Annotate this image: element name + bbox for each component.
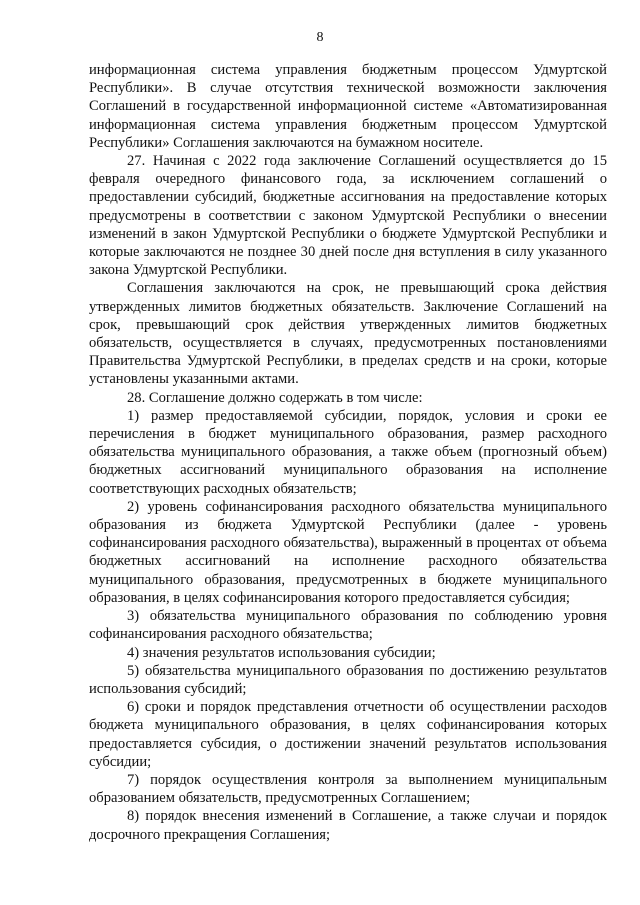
paragraph-28: 28. Соглашение должно содержать в том числе: xyxy=(127,389,423,406)
list-item-2: 2) уровень софинансирования расходного обязательства муниципального образования из бюджета Удмуртской Республики (далее - уровень софинансирования расходного обязательства), выраженный в процентах от объема бюджетных ассигнований на исполнение расходного обязательства муниципального образования, предусмотренных в бюджете муниципального образования, в целях софинансирования которого предоставляется субсидия; xyxy=(89,498,607,606)
list-item-5: 5) обязательства муниципального образования по достижению результатов использования субсидий; xyxy=(89,662,607,697)
list-item-7: 7) порядок осуществления контроля за выполнением муниципальным образованием обязательств, предусмотренных Соглашением; xyxy=(89,771,607,807)
paragraph-continuation: информационная система управления бюджетным процессом Удмуртской Республики». В случае отсутствия технической возможности заключения Соглашений в государственной информационной системе «Автоматизированная информационная система управления бюджетным процессом Удмуртской Республики» Соглашения заключаются на бумажном носителе. xyxy=(89,62,607,151)
list-item-4: 4) значения результатов использования субсидии; xyxy=(127,644,436,661)
page-number: 8 xyxy=(316,30,324,45)
list-item-3: 3) обязательства муниципального образования по соблюдению уровня софинансирования расходного обязательства; xyxy=(89,608,607,643)
list-item-6: 6) сроки и порядок представления отчетности об осуществлении расходов бюджета муниципального образования, в целях софинансирования которых предоставляется субсидия, о достижении значений результатов использования субсидии; xyxy=(89,699,607,770)
list-item-1: 1) размер предоставляемой субсидии, порядок, условия и сроки ее перечисления в бюджет муниципального образования, размер расходного обязательства муниципального образования, а также объем (прогнозный объем) бюджетных ассигнований муниципального образования на исполнение соответствующих расходных обязательств; xyxy=(89,407,607,497)
list-item-8: 8) порядок внесения изменений в Соглашение, а также случаи и порядок досрочного прекращения Соглашения; xyxy=(89,808,607,843)
paragraph-agreement-term: Соглашения заключаются на срок, не превышающий срока действия утвержденных лимитов бюджетных обязательств. Заключение Соглашений на срок, превышающий срок действия утвержденных лимитов бюджетных обязательств, осуществляется в случаях, предусмотренных постановлениями Правительства Удмуртской Республики, в пределах средств и на сроки, которые установлены указанными актами. xyxy=(89,280,607,388)
document-body xyxy=(89,61,607,844)
paragraph-27: 27. Начиная с 2022 года заключение Соглашений осуществляется до 15 февраля очередного финансового года, за исключением соглашений о предоставлении субсидий, бюджетные ассигнования на предоставление которых предусмотрены в соответствии с законом Удмуртской Республики о внесении изменений в закон Удмуртской Республики о бюджете Удмуртской Республики и которые заключаются не позднее 30 дней после дня вступления в силу указанного закона Удмуртской Республики. xyxy=(89,153,607,279)
